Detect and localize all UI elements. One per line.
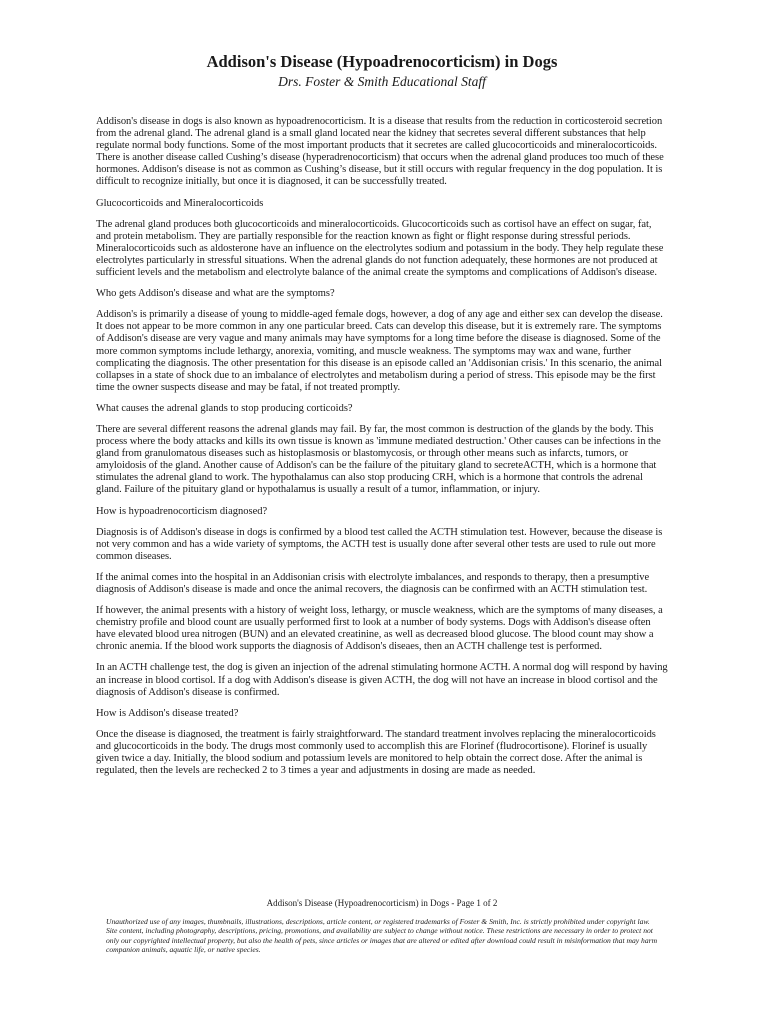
footer-page-label: Addison's Disease (Hypoadrenocorticism) in Dogs - Page 1 of 2 (266, 898, 498, 908)
document-page (96, 52, 668, 786)
paragraph-diagnosis-2: If the animal comes into the hospital in an Addisonian crisis with electrolyte imbalances, and responds to therapy, then a presumptive diagnosis of Addison's disease is made and once the animal recovers, the diagnosis can be confirmed with an ACTH stimulation test. (96, 571, 650, 595)
copyright-notice: Unauthorized use of any images, thumbnails, illustrations, descriptions, article content, or registered trademarks of Foster & Smith, Inc. is strictly prohibited under copyright law. Site content, including photography, descriptions, pricing, promotions, and availability are subject to change without notice. These restrictions are necessary in order to protect not only our copyrighted intellectual property, but also the health of pets, since articles or images that are altered or edited after download could result in misinformation that may harm companion animals, aquatic life, or native species. (106, 917, 658, 954)
paragraph-glucocorticoids: The adrenal gland produces both glucocorticoids and mineralocorticoids. Glucocorticoids such as cortisol have an effect on sugar, fat, and protein metabolism. They are partially responsible for the reaction known as fight or flight response during stressful periods. Mineralocorticoids such as aldosterone have an influence on the electrolytes sodium and potassium in the body. They help regulate these electrolytes particularly in stressful situations. When the adrenal glands do not function adequately, these hormones are not produced at sufficient levels and the metabolism and electrolyte balance of the animal create the symptoms and complications of Addison's disease. (96, 218, 664, 279)
page-footer (96, 898, 668, 954)
paragraph-intro: Addison's disease in dogs is also known as hypoadrenocorticism. It is a disease that results from the reduction in corticosteroid secretion from the adrenal gland. The adrenal gland is a small gland located near the kidney that secretes several different substances that help regulate normal body functions. Some of the most important products that it secretes are called glucocorticoids and mineralocorticoids. There is another disease called Cushing’s disease (hyperadrenocorticism) that occurs when the adrenal gland produces too much of these hormones. Addison's disease is not as common as Cushing’s disease, but it still occurs with regular frequency in the dog population. It is difficult to recognize initially, but once it is diagnosed, it can be successfully treated. (96, 116, 664, 188)
document-subtitle: Drs. Foster & Smith Educational Staff (278, 74, 486, 89)
paragraph-acth-test: In an ACTH challenge test, the dog is given an injection of the adrenal stimulating hormone ACTH. A normal dog will respond by having an increase in blood cortisol. If a dog with Addison's disease is given ACTH, the dog will not have an increase in blood cortisol and the diagnosis of Addison's disease is confirmed. (96, 662, 668, 698)
section-heading-diagnosis: How is hypoadrenocorticism diagnosed? (96, 505, 268, 517)
section-heading-glucocorticoids: Glucocorticoids and Mineralocorticoids (96, 197, 264, 209)
paragraph-causes: There are several different reasons the adrenal glands may fail. By far, the most common is destruction of the glands by the body. This process where the body attacks and kills its own tissue is known as 'immune mediated destruction.' Other causes can be infections in the gland from granulomatous diseases such as histoplasmosis or blastomycosis, or through other means such as infarcts, tumors, or amyloidosis of the gland. Another cause of Addison's can be the failure of the pituitary gland to secreteACTH, which is a hormone that stimulates the adrenal gland to work. The hypothalamus can also stop producing CRH, which is a hormone that controls the adrenal gland. Failure of the pituitary gland or hypothalamus is usually a result of a tumor, inflammation, or injury. (96, 423, 661, 496)
article-body (96, 116, 668, 777)
section-heading-symptoms: Who gets Addison's disease and what are the symptoms? (96, 288, 335, 300)
document-title: Addison's Disease (Hypoadrenocorticism) in Dogs (206, 52, 558, 71)
section-heading-treatment: How is Addison's disease treated? (96, 707, 239, 719)
paragraph-diagnosis-1: Diagnosis is of Addison's disease in dogs is confirmed by a blood test called the ACTH stimulation test. However, because the disease is not very common and has a wide variety of symptoms, the ACTH test is usually done after several other tests are used to rule out more common diseases. (96, 526, 663, 562)
paragraph-diagnosis-3: If however, the animal presents with a history of weight loss, lethargy, or muscle weakness, which are the symptoms of many diseases, a chemistry profile and blood count are usually performed first to look at a number of body systems. Dogs with Addison's disease often have elevated blood urea nitrogen (BUN) and an elevated creatinine, as well as decreased blood glucose. The blood count may show a chronic anemia. If the blood work supports the diagnosis of Addison's diseaes, then an ACTH challenge test is performed. (96, 605, 663, 653)
paragraph-treatment: Once the disease is diagnosed, the treatment is fairly straightforward. The standard treatment involves replacing the mineralocorticoids and glucocorticoids in the body. The drugs most commonly used to accomplish this are Florinef (fludrocortisone). Florinef is usually given twice a day. Initially, the blood sodium and potassium levels are monitored to help obtain the correct dose. After the animal is regulated, then the levels are rechecked 2 to 3 times a year and adjustments in dosing are made as needed. (96, 728, 656, 777)
section-heading-causes: What causes the adrenal glands to stop producing corticoids? (96, 402, 353, 414)
paragraph-symptoms: Addison's is primarily a disease of young to middle-aged female dogs, however, a dog of any age and either sex can develop the disease. It does not appear to be more common in any one particular breed. Cats can develop this disease, but it is extremely rare. The symptoms of Addison's disease are very vague and many animals may have symptoms for a long time before the disease is diagnosed. Some of the more common symptoms include lethargy, anorexia, vomiting, and muscle weakness. The symptoms may wax and wane, further complicating the diagnosis. The other presentation for this disease is an episode called an 'Addisonian crisis.' In this scenario, the animal collapses in a state of shock due to an imbalance of electrolytes and metabolism during a period of stress. This episode may be the first time the owner suspects disease and may be fatal, if not treated promptly. (96, 309, 663, 393)
